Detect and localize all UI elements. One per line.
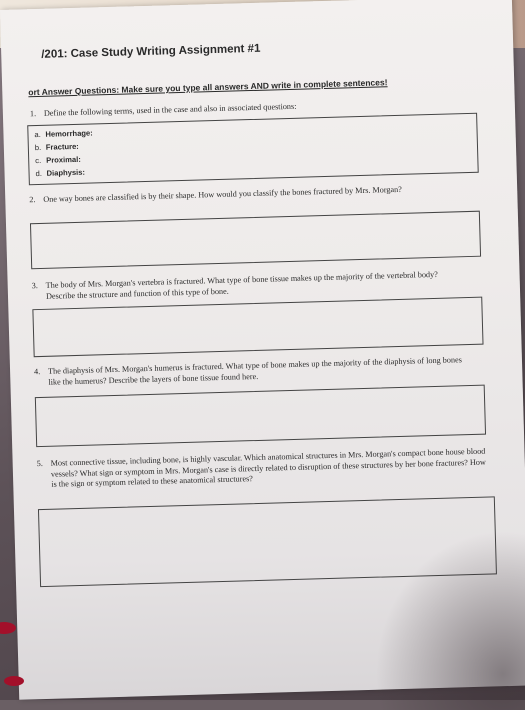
question-text: Define the following terms, used in the case and also in associated questions: <box>43 101 297 118</box>
question-text: The diaphysis of Mrs. Morgan's humerus is fractured. What type of bone makes up the majority of the diaphysis of long bones like the humerus? Describe the layers of bone tissue found here. <box>47 355 462 387</box>
question-text: The body of Mrs. Morgan's vertebra is fractured. What type of bone tissue makes up the majority of the vertebral body? Describe the structure and function of this type of bone. <box>45 269 438 301</box>
term-letter: c. <box>35 155 42 166</box>
question-4 <box>34 355 474 389</box>
hand-shadow <box>375 530 525 710</box>
answer-box-3[interactable] <box>32 297 483 358</box>
question-number: 2. <box>29 195 36 205</box>
question-text: One way bones are classified is by their shape. How would you classify the bones fractured by Mrs. Morgan? <box>43 184 402 204</box>
term-label: Hemorrhage: <box>45 128 93 139</box>
term-label: Diaphysis: <box>46 167 86 178</box>
term-item <box>35 142 79 152</box>
question-number: 4. <box>33 367 41 377</box>
term-item <box>35 155 81 165</box>
section-heading <box>28 77 387 97</box>
question-number: 1. <box>29 109 37 119</box>
question-5 <box>37 446 493 503</box>
term-item <box>34 128 92 139</box>
fingernail <box>4 676 24 686</box>
term-item <box>35 168 85 178</box>
answer-box-1[interactable] <box>27 113 478 186</box>
section-label: ort Answer Questions: Make sure you type all answers AND write in complete sentences! <box>28 77 388 98</box>
term-label: Fracture: <box>45 141 79 152</box>
answer-box-4[interactable] <box>35 385 486 448</box>
term-letter: d. <box>35 168 43 179</box>
term-letter: a. <box>34 129 41 140</box>
term-label: Proximal: <box>46 154 81 165</box>
question-number: 5. <box>36 458 43 469</box>
page-title: /201: Case Study Writing Assignment #1 <box>41 42 261 61</box>
question-number: 3. <box>31 281 38 291</box>
question-text: Most connective tissue, including bone, is highly vascular. Which anatomical structures in Mrs. Morgan's compact bone house blood vessels? What sign or symptom in Mrs. Morgan's case is directly related to disruption of these structures by her bone fractures? How is the sign or symptom related to these anatomical structures? <box>50 446 486 489</box>
term-letter: b. <box>34 142 42 153</box>
answer-box-2[interactable] <box>30 211 481 270</box>
